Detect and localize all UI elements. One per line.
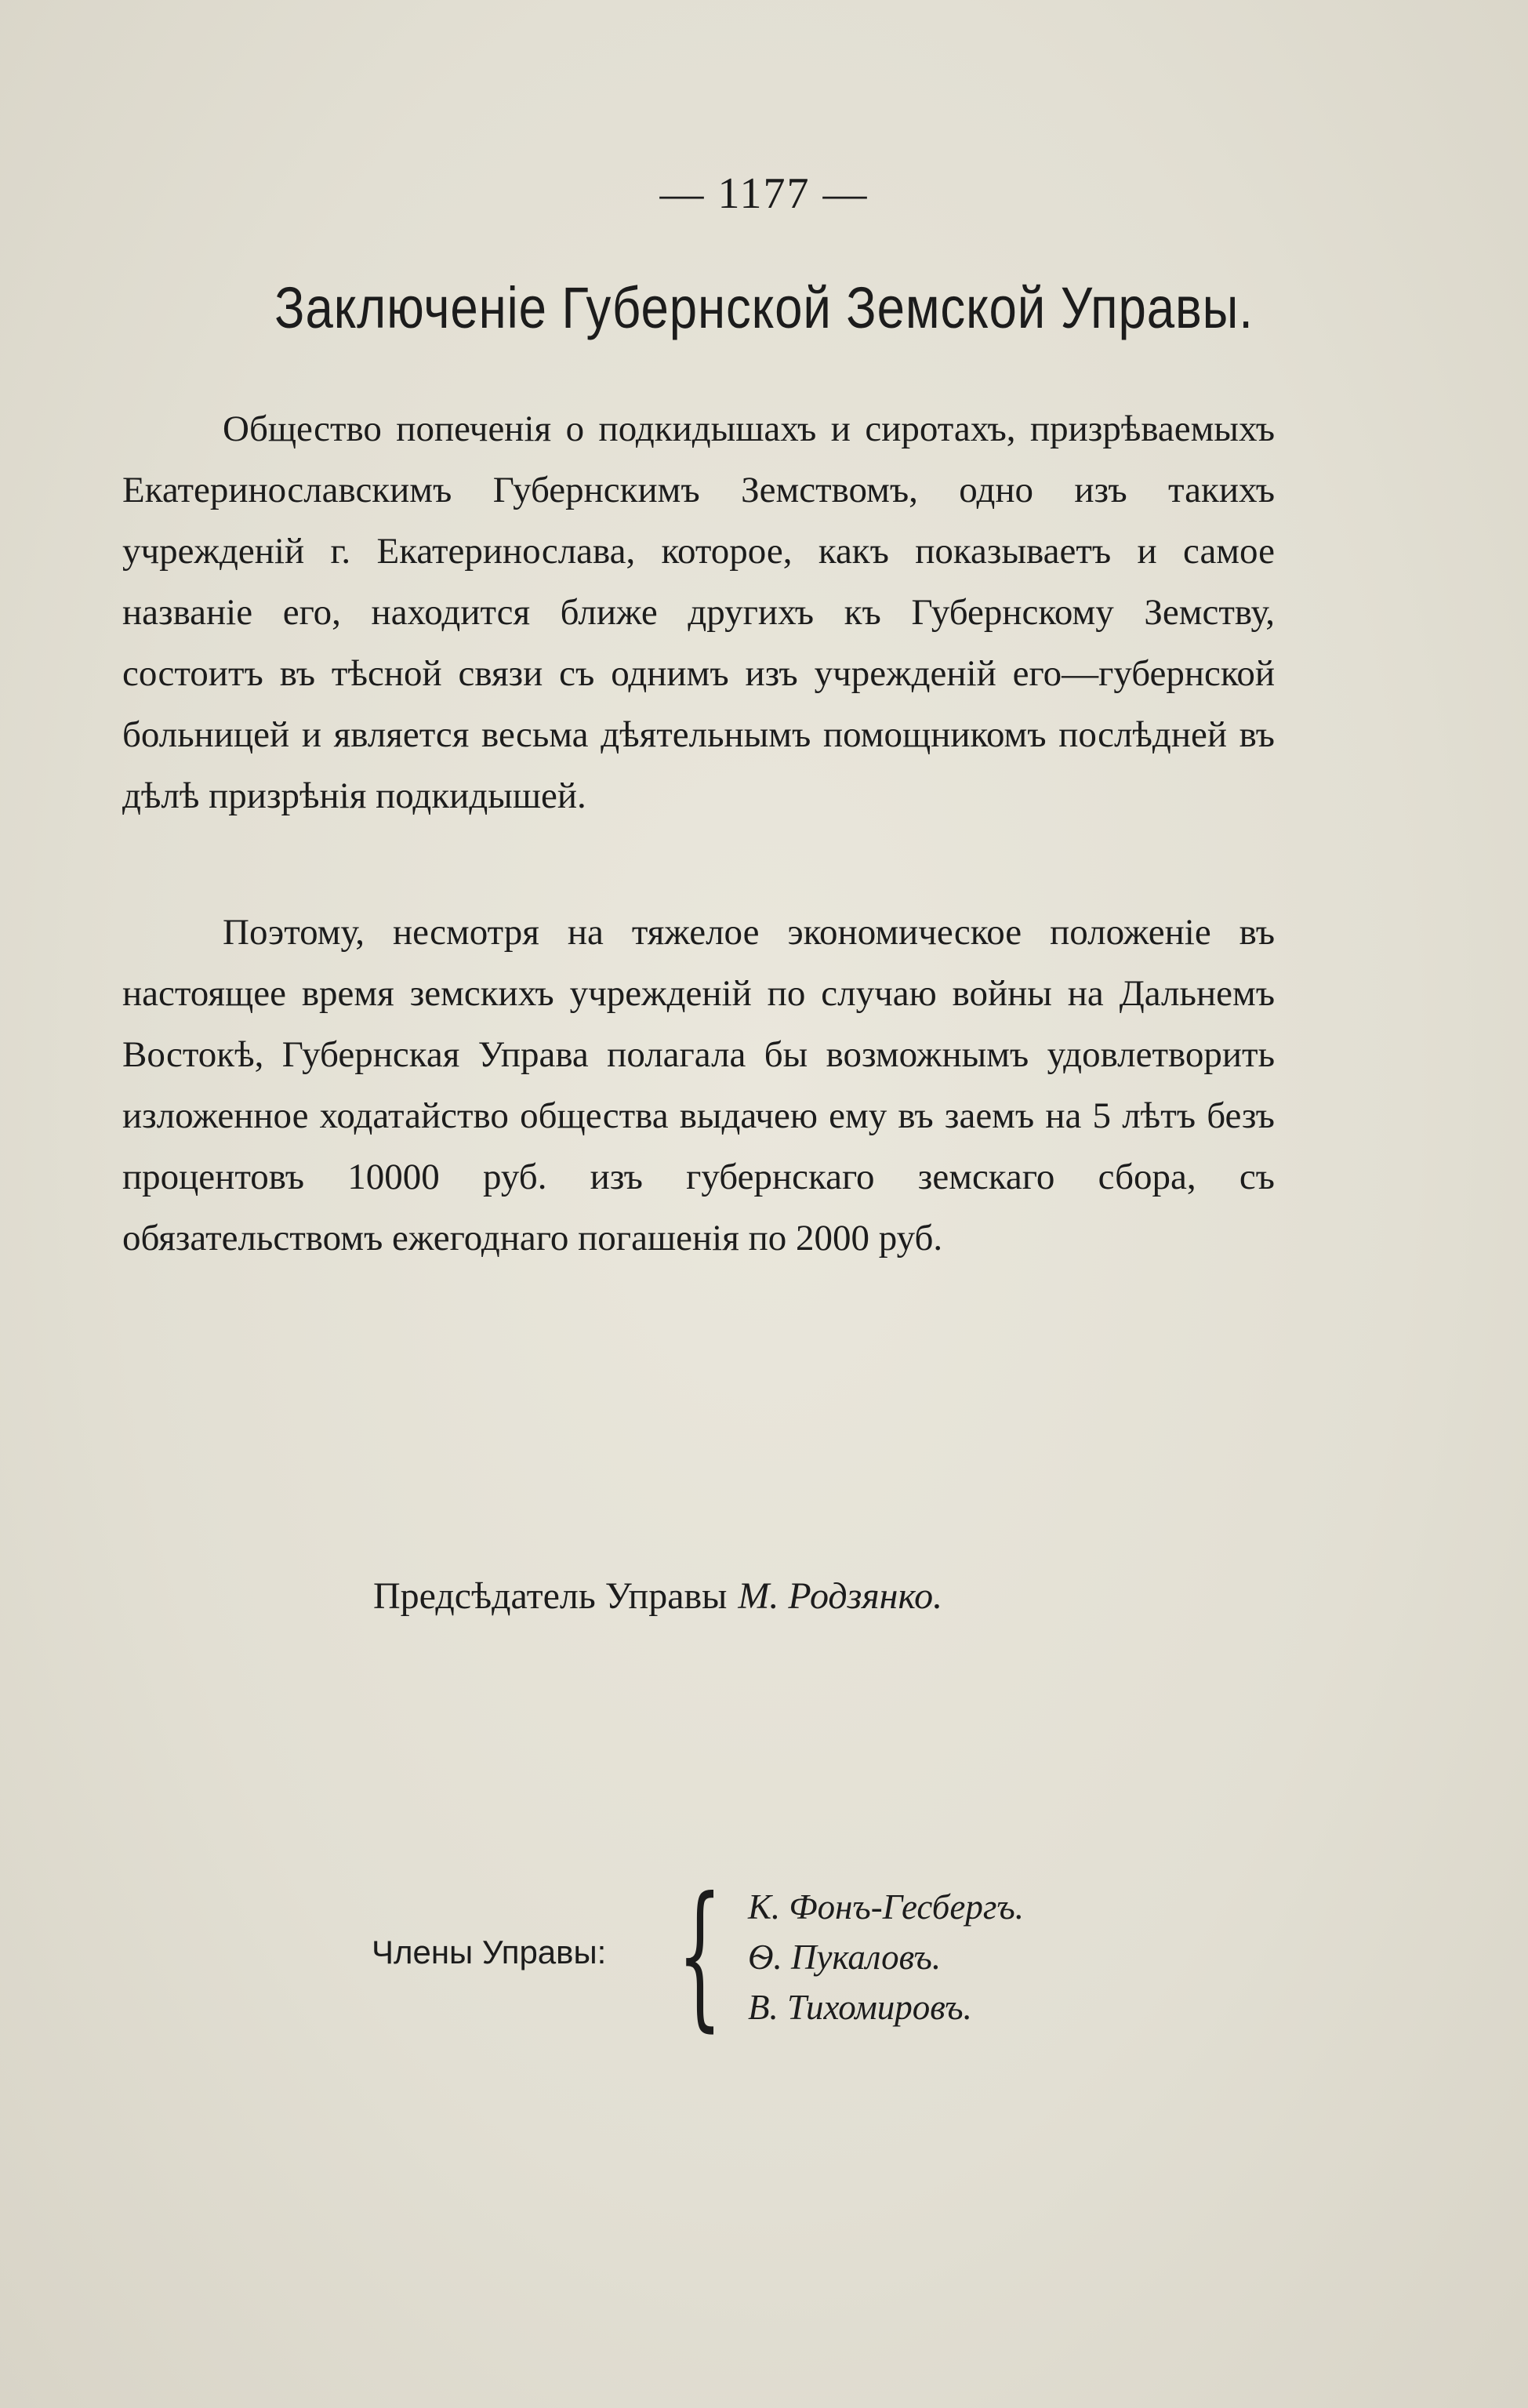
members-label: Члены Управы: (372, 1934, 607, 1970)
page-number: — 1177 — (659, 169, 869, 218)
member-name: Ѳ. Пукаловъ. (748, 1938, 942, 1977)
paragraph-text: Поэтому, несмотря на тяжелое экономическое положенiе въ настоящее время земскихъ учрежденiй по случаю войны на Дальнемъ Востокѣ, Губернская Управа полагала бы возможнымъ удовлетворить изложенное ходатайство общества выдачею ему въ заемъ на 5 лѣтъ безъ процентовъ 10000 руб. изъ губернскаго земскаго сбора, съ обязательствомъ ежегоднаго погашенiя по 2000 руб. (122, 912, 1275, 1258)
signature-title: Предсѣдатель Управы (373, 1575, 728, 1617)
signature-name: М. Родзянко. (738, 1575, 943, 1617)
body-paragraph-1 (122, 398, 1275, 826)
member-name: В. Тихомировъ. (748, 1988, 972, 2027)
member-name: К. Фонъ-Гесбергъ. (748, 1887, 1025, 1927)
document-heading: Заключенiе Губернской Земской Управы. (274, 275, 1254, 340)
members-list (748, 1882, 1024, 2032)
chairman-signature (373, 1574, 942, 1618)
board-members-block (372, 1864, 1156, 2047)
body-paragraph-2 (122, 902, 1275, 1269)
curly-brace: { (677, 1864, 723, 2047)
paragraph-text: Общество попеченiя о подкидышахъ и сиротахъ, призрѣваемыхъ Екатеринославскимъ Губернскимъ Земствомъ, одно изъ такихъ учрежденiй г. Екатеринослава, которое, какъ показываетъ и самое названiе его, находится ближе другихъ къ Губернскому Земству, состоитъ въ тѣсной связи съ однимъ изъ учрежденiй его—губернской больницей и является весьма дѣятельнымъ помощникомъ послѣдней въ дѣлѣ призрѣнiя подкидышей. (122, 409, 1275, 816)
